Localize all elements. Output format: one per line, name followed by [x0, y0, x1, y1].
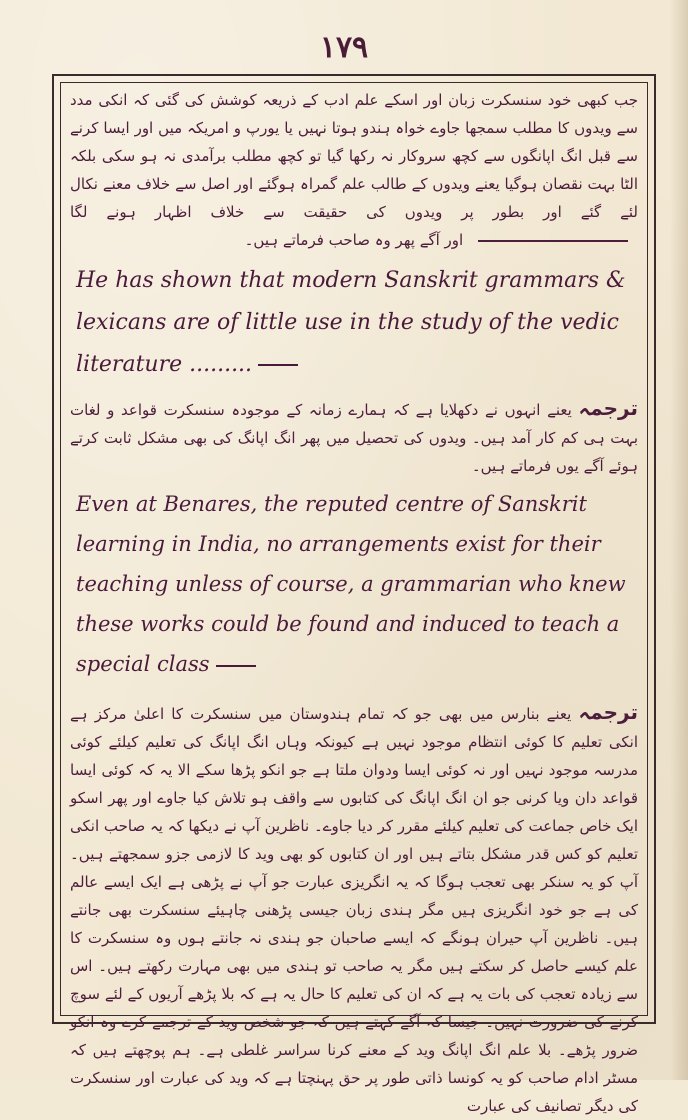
page-edge-shadow — [670, 0, 688, 1080]
page-number: ۱۷۹ — [319, 30, 369, 65]
urdu-paragraph-1-tail: اور آگے پھر وہ صاحب فرماتے ہیں۔ — [244, 231, 464, 249]
english-quote-1-text: He has shown that modern Sanskrit grammars & lexicans are of little use in the study of the vedic literature ......... — [76, 268, 626, 377]
english-quote-2 — [68, 484, 640, 684]
english-quote-1 — [68, 260, 640, 386]
urdu-paragraph-1 — [68, 86, 640, 254]
translation-label: ترجمہ — [578, 700, 638, 724]
urdu-translation-2 — [68, 698, 640, 1120]
urdu-paragraph-1-text: جب کبھی خود سنسکرت زبان اور اسکے علم ادب کے ذریعہ کوشش کی گئی کہ انکی مدد سے ویدوں کا مطلب سمجھا جاوے خواہ ہندو ہوتا نہیں یا یورپ و امریکہ میں اور ایسا کرنے سے قبل انگ اپانگوں سے کچھ سروکار نہ رکھا گیا تو کچھ مطلب برآمدی نہ ہو سکی بلکہ الٹا بہت نقصان ہوگیا یعنے ویدوں کے طالب علم گمراہ ہوگئے اور اصل سے خلاف معنے نکال لئے گئے اور بطور پر ویدوں کی حقیقت سے خلاف اظہار ہونے لگا — [70, 91, 638, 221]
urdu-translation-2-text: یعنے بنارس میں بھی جو کہ تمام ہندوستان میں سنسکرت کا اعلیٰ مرکز ہے انکی تعلیم کا کوئی انتظام موجود نہیں ہے کیونکہ وہاں انگ اپانگ کی تعلیم کیلئے کوئی مدرسہ موجود نہیں اور نہ کوئی ایسا ودوان ملتا ہے جو انکو پڑھا سکے الا یہ کہ کوئی ایسا قواعد دان ویا کرنی جو ان انگ اپانگ کی کتابوں سے واقف ہو تلاش کیا جاوے اور پھر اسکو ایک خاص جماعت کی تعلیم کیلئے مقرر کر دیا جاوے۔ ناظرین آپ نے دیکھا کہ یہ صاحب انکی تعلیم کو کس قدر مشکل بتاتے ہیں اور ان کتابوں کو بھی وید کا لازمی جزو سمجھتے ہیں۔ آپ کو یہ سنکر بھی تعجب ہوگا کہ یہ انگریزی عبارت جو آپ نے پڑھی ہے ایک ایسے عالم کی ہے جو خود انگریزی ہیں مگر ہندی زبان جیسی پڑھنی چاہیئے سنسکرت بھی جانتے ہیں۔ ناظرین آپ حیران ہونگے کہ ایسے صاحبان جو ہندی نہ جانتے ہوں وہ سنسکرت کا علم کیسے حاصل کر سکتے ہیں مگر یہ صاحب تو ہندی میں بھی مہارت رکھتے ہیں۔ اس سے زیادہ تعجب کی بات یہ ہے کہ ان کی تعلیم کا حال یہ ہے کہ بلا پڑھے آریوں کے لئے سوچ کرنے کی ضرورت نہیں۔ جیسا کہ آگے کہتے ہیں کہ جو شخص وید کے ترجمے کرے وہ انکو ضرور پڑھے۔ بلا علم انگ اپانگ وید کے معنے کرنا سراسر غلطی ہے۔ ہم پوچھتے ہیں کہ مسٹر ادام صاحب کو یہ کونسا ذاتی طور پر حق پہنچتا ہے کہ وید کی عبارت اور سنسکرت کی دیگر تصانیف کی عبارت — [70, 705, 638, 1115]
english-quote-2-text: Even at Benares, the reputed centre of Sanskrit learning in India, no arrangements exist for their teaching unless of course, a grammarian who knew these works could be found and induced to teach a special class — [76, 492, 626, 676]
urdu-translation-1-text: یعنے انہوں نے دکھلایا ہے کہ ہمارے زمانہ کے موجودہ سنسکرت قواعد و لغات بہت ہی کم کار آمد ہیں۔ ویدوں کی تحصیل میں پھر انگ اپانگ کی بھی مشکل ثابت کرتے ہوئے آگے یوں فرماتے ہیں۔ — [70, 401, 638, 475]
dash-rule — [478, 240, 628, 242]
page-text-block — [68, 86, 640, 1115]
translation-label: ترجمہ — [578, 396, 638, 420]
dash-rule — [216, 665, 256, 667]
urdu-translation-1 — [68, 394, 640, 480]
dash-rule — [258, 364, 298, 366]
